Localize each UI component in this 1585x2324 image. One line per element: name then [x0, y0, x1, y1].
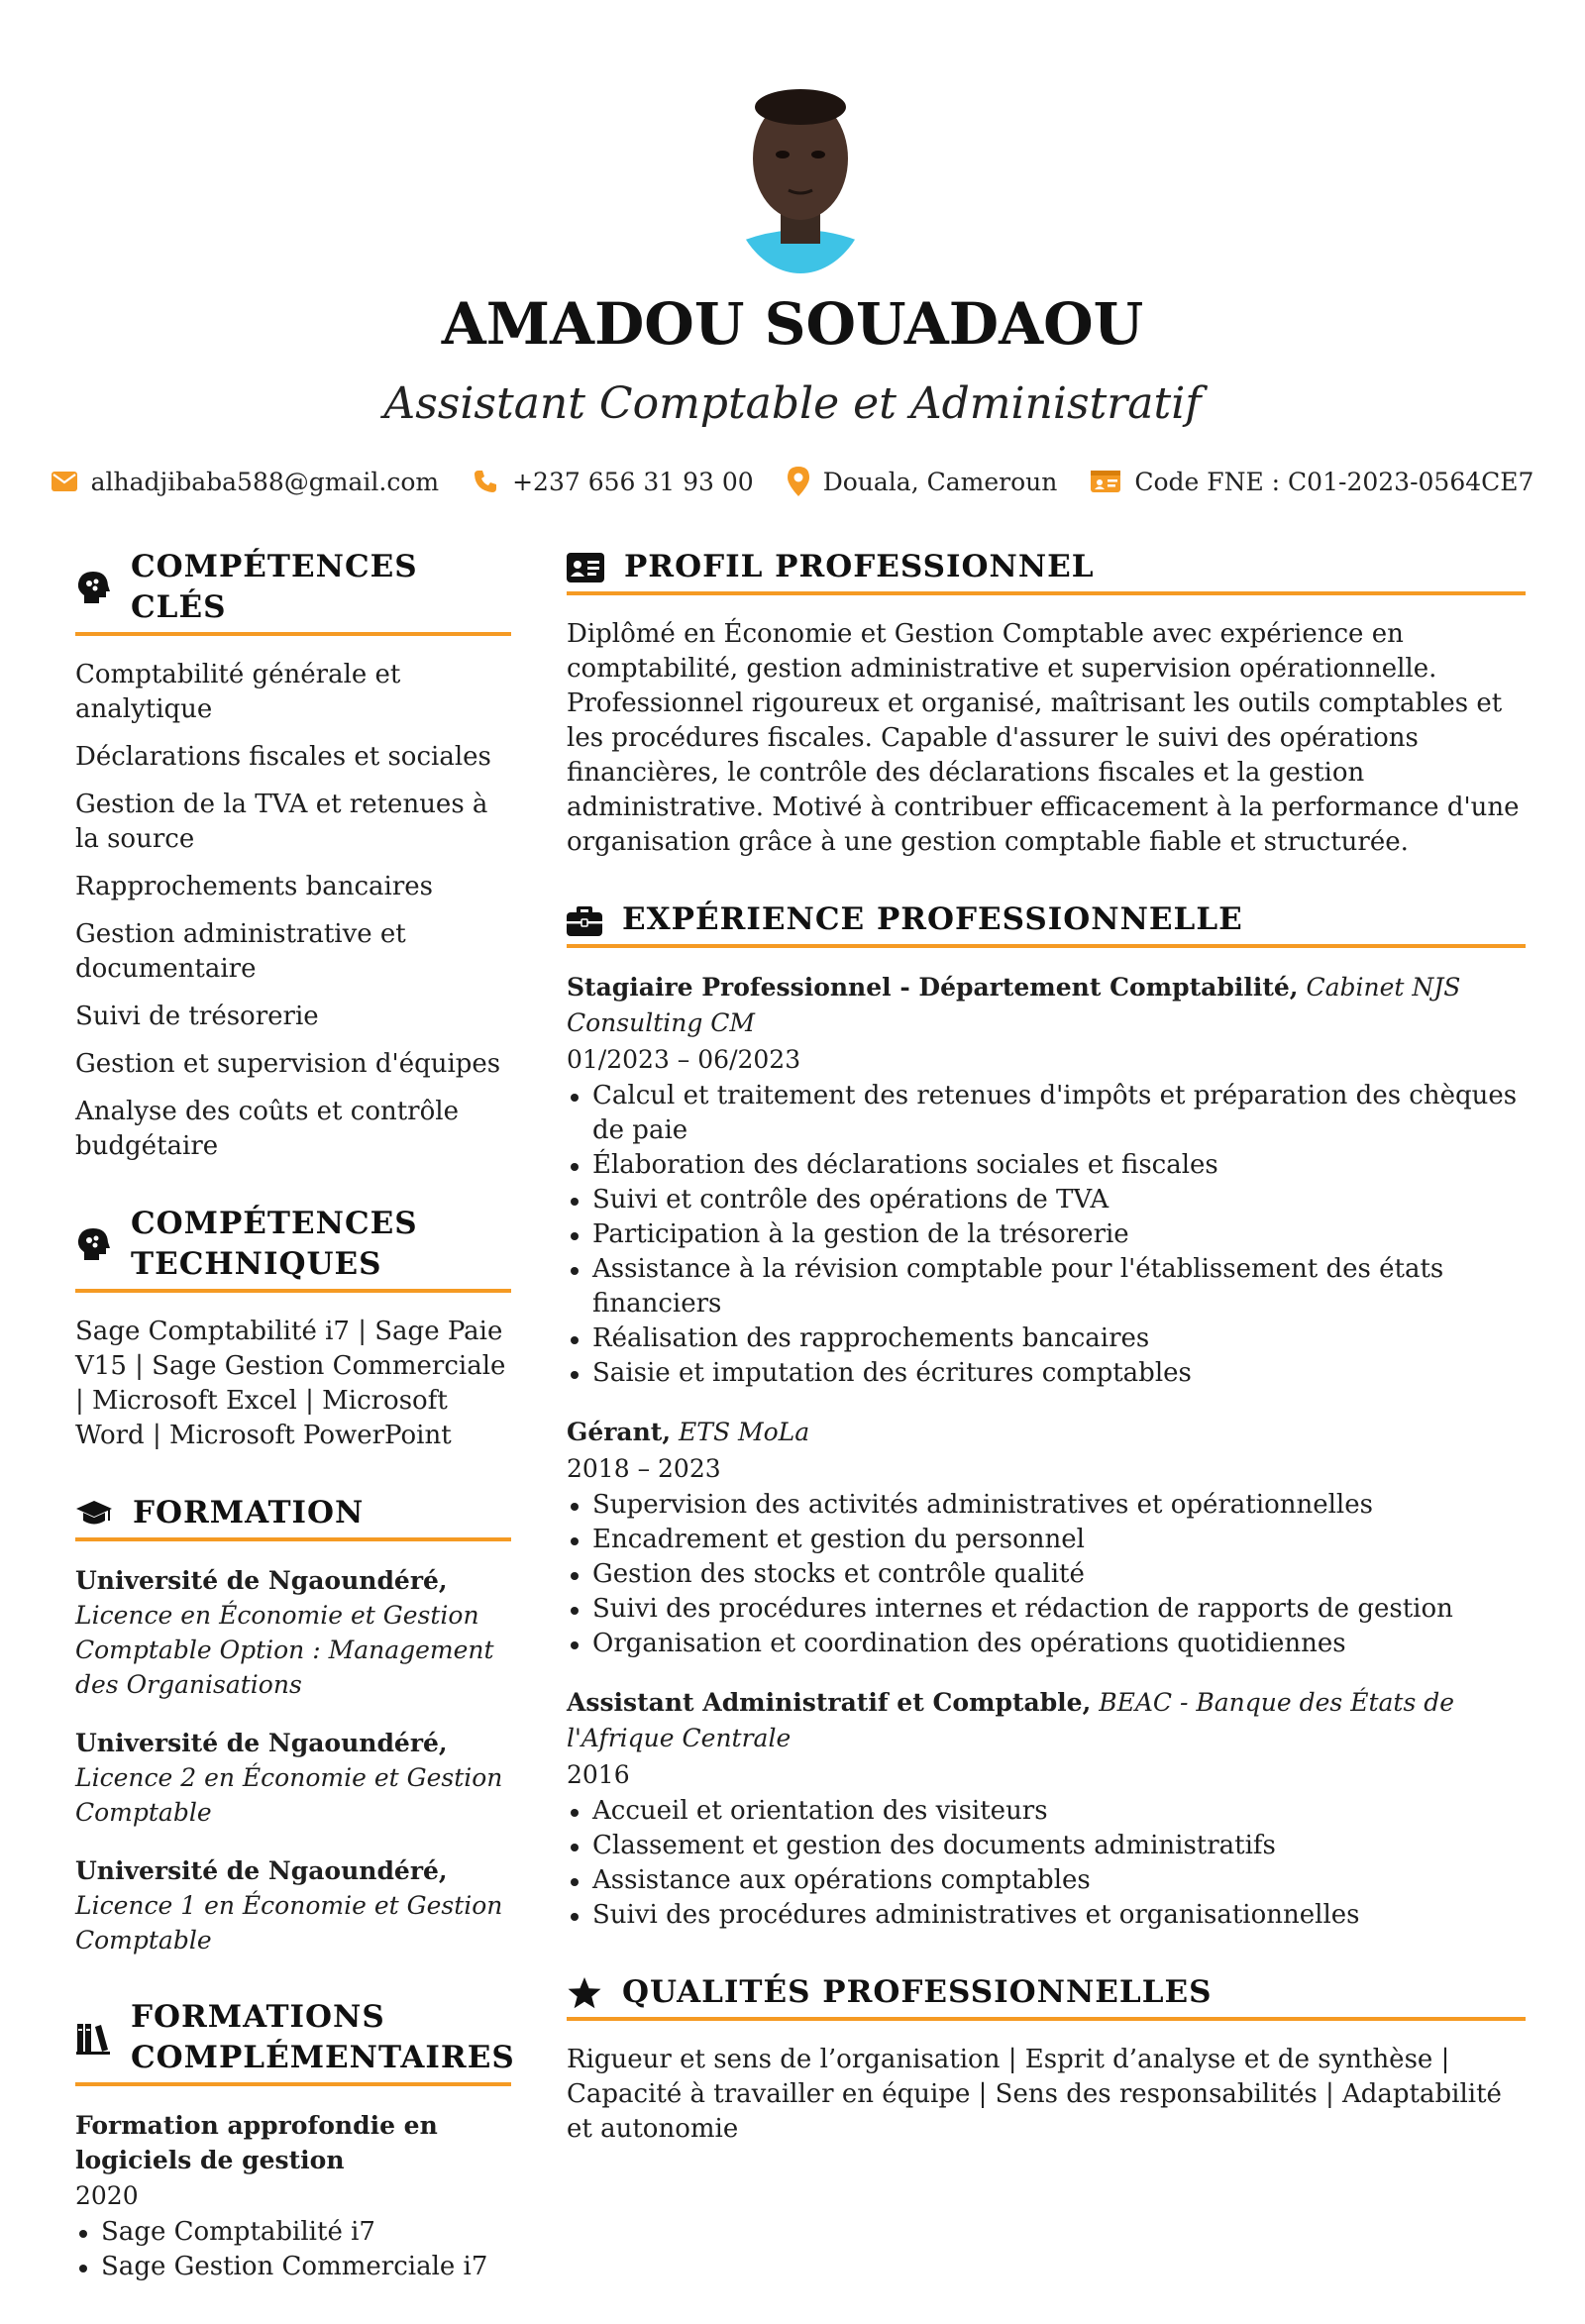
job-dates: 2018 – 2023 — [567, 1454, 721, 1483]
section-title: QUALITÉS PROFESSIONNELLES — [622, 1974, 1213, 2010]
qualities-section — [567, 1972, 1526, 2147]
job-entry — [567, 1685, 1526, 1933]
job-heading — [567, 1415, 1526, 1450]
section-title: COMPÉTENCES CLÉS — [131, 549, 418, 625]
phone-icon — [473, 469, 498, 494]
list-item: Assistance à la révision comptable pour l'établissement des états financiers — [567, 1252, 1526, 1321]
skill-item: Comptabilité générale et analytique — [75, 660, 401, 724]
profile-text: Diplômé en Économie et Gestion Comptable avec expérience en comptabilité, gestion administrative et supervision opérationnelle. Professionnel rigoureux et organisé, maîtrisant les outils comptables et les procédures fiscales. Capable d'assurer le suivi des opérations financières, le contrôle des déclarations fiscales et la gestion administrative. Motivé à contribuer efficacement à la performance d'une organisation grâce à une gestion comptable fiable et structurée. — [567, 619, 1520, 857]
job-role: Assistant Administratif et Comptable, — [567, 1688, 1092, 1717]
training-year: 2020 — [75, 2181, 139, 2210]
job-company: ETS MoLa — [679, 1418, 810, 1446]
job-company: BEAC - Banque des États de l'Afrique Centrale — [567, 1688, 1455, 1752]
skill-item: Gestion et supervision d'équipes — [75, 1049, 501, 1079]
section-title: FORMATIONS COMPLÉMENTAIRES — [131, 1999, 515, 2075]
section-header — [567, 1972, 1526, 2021]
contact-email[interactable] — [52, 468, 440, 496]
list-item: Encadrement et gestion du personnel — [567, 1523, 1526, 1557]
job-heading — [567, 970, 1526, 1041]
person-avatar-icon — [725, 67, 876, 275]
section-header — [567, 899, 1526, 948]
full-name: AMADOU SOUADAOU — [441, 290, 1144, 358]
degree-name: Licence 2 en Économie et Gestion Comptable — [75, 1763, 503, 1827]
list-item: Suivi des procédures administratives et organisationnelles — [567, 1898, 1526, 1933]
education-section — [75, 1493, 511, 1957]
list-item: Participation à la gestion de la trésorerie — [567, 1217, 1526, 1252]
education-item — [75, 1563, 511, 1702]
list-item: Organisation et coordination des opérations quotidiennes — [567, 1627, 1526, 1661]
job-tasks — [567, 1794, 1526, 1933]
skill-item: Suivi de trésorerie — [75, 1002, 319, 1031]
location-text: Douala, Cameroun — [822, 467, 1058, 496]
list-item: Gestion des stocks et contrôle qualité — [567, 1557, 1526, 1592]
job-tasks — [567, 1079, 1526, 1391]
envelope-icon — [52, 472, 77, 491]
star-icon — [567, 1976, 602, 2010]
tech-skills-section — [75, 1204, 511, 1453]
list-item: Réalisation des rapprochements bancaires — [567, 1321, 1526, 1356]
degree-name: Licence 1 en Économie et Gestion Comptable — [75, 1891, 503, 1954]
phone-text: +237 656 31 93 00 — [512, 467, 754, 496]
section-title: FORMATION — [133, 1495, 365, 1531]
list-item: Classement et gestion des documents administratifs — [567, 1829, 1526, 1863]
tech-skills-text: Sage Comptabilité i7 | Sage Paie V15 | Sage Gestion Commerciale | Microsoft Excel | Microsoft Word | Microsoft PowerPoint — [75, 1317, 506, 1450]
profile-section — [567, 547, 1526, 860]
experience-section — [567, 899, 1526, 1933]
list-item: Sage Gestion Commerciale i7 — [75, 2250, 511, 2284]
degree-name: Licence en Économie et Gestion Comptable Option : Management des Organisations — [75, 1601, 494, 1699]
right-column — [567, 547, 1526, 2186]
training-name: Formation approfondie en logiciels de gestion — [75, 2111, 438, 2174]
school-name: Université de Ngaoundéré, — [75, 1729, 448, 1757]
job-title: Assistant Comptable et Administratif — [383, 378, 1202, 429]
section-header — [567, 547, 1526, 595]
left-column — [75, 547, 515, 2324]
extra-training-section — [75, 1997, 515, 2284]
list-item: Suivi des procédures internes et rédaction de rapports de gestion — [567, 1592, 1526, 1627]
job-entry — [567, 970, 1526, 1391]
job-role: Stagiaire Professionnel - Département Comptabilité, — [567, 973, 1299, 1002]
list-item: Suivi et contrôle des opérations de TVA — [567, 1183, 1526, 1217]
section-title: PROFIL PROFESSIONNEL — [624, 549, 1095, 584]
education-item — [75, 1726, 511, 1830]
school-name: Université de Ngaoundéré, — [75, 1566, 448, 1595]
job-company: Cabinet NJS Consulting CM — [567, 973, 1461, 1037]
brain-head-icon — [75, 570, 111, 605]
books-icon — [75, 2020, 111, 2056]
section-title: COMPÉTENCES TECHNIQUES — [131, 1206, 418, 1282]
job-entry — [567, 1415, 1526, 1661]
training-list — [75, 2215, 511, 2284]
email-text: alhadjibaba588@gmail.com — [90, 467, 440, 496]
skill-item: Analyse des coûts et contrôle budgétaire — [75, 1097, 459, 1161]
section-header — [75, 1493, 511, 1541]
skill-item: Gestion de la TVA et retenues à la source — [75, 790, 488, 854]
skill-item: Gestion administrative et documentaire — [75, 919, 406, 984]
list-item: Assistance aux opérations comptables — [567, 1863, 1526, 1898]
contact-location — [788, 467, 1058, 496]
id-badge-icon — [567, 553, 604, 582]
list-item: Sage Comptabilité i7 — [75, 2215, 511, 2250]
job-tasks — [567, 1488, 1526, 1661]
section-header — [75, 547, 511, 636]
list-item: Saisie et imputation des écritures comptables — [567, 1356, 1526, 1391]
brain-head-icon — [75, 1226, 111, 1262]
contact-id-code — [1091, 468, 1533, 496]
list-item: Accueil et orientation des visiteurs — [567, 1794, 1526, 1829]
job-heading — [567, 1685, 1526, 1756]
skill-item: Rapprochements bancaires — [75, 872, 434, 901]
list-item: Calcul et traitement des retenues d'impôts et préparation des chèques de paie — [567, 1079, 1526, 1148]
profile-photo — [725, 67, 876, 275]
id-code-text: Code FNE : C01-2023-0564CE7 — [1134, 467, 1534, 496]
qualities-text: Rigueur et sens de l’organisation | Esprit d’analyse et de synthèse | Capacité à travailler en équipe | Sens des responsabilités | Adaptabilité et autonomie — [567, 2045, 1502, 2144]
map-pin-icon — [788, 467, 809, 496]
contact-bar — [0, 462, 1585, 501]
id-card-icon — [1091, 471, 1120, 492]
job-dates: 01/2023 – 06/2023 — [567, 1045, 801, 1074]
skill-item: Déclarations fiscales et sociales — [75, 742, 491, 772]
graduation-cap-icon — [75, 1499, 113, 1529]
list-item: Élaboration des déclarations sociales et fiscales — [567, 1148, 1526, 1183]
list-item: Supervision des activités administratives et opérationnelles — [567, 1488, 1526, 1523]
education-item — [75, 1853, 511, 1957]
key-skills-section — [75, 547, 511, 1164]
job-role: Gérant, — [567, 1418, 672, 1446]
job-dates: 2016 — [567, 1760, 630, 1789]
school-name: Université de Ngaoundéré, — [75, 1856, 448, 1885]
section-header — [75, 1204, 511, 1293]
briefcase-icon — [567, 904, 602, 936]
contact-phone[interactable] — [473, 468, 754, 496]
section-title: EXPÉRIENCE PROFESSIONNELLE — [622, 901, 1243, 937]
section-header — [75, 1997, 515, 2086]
